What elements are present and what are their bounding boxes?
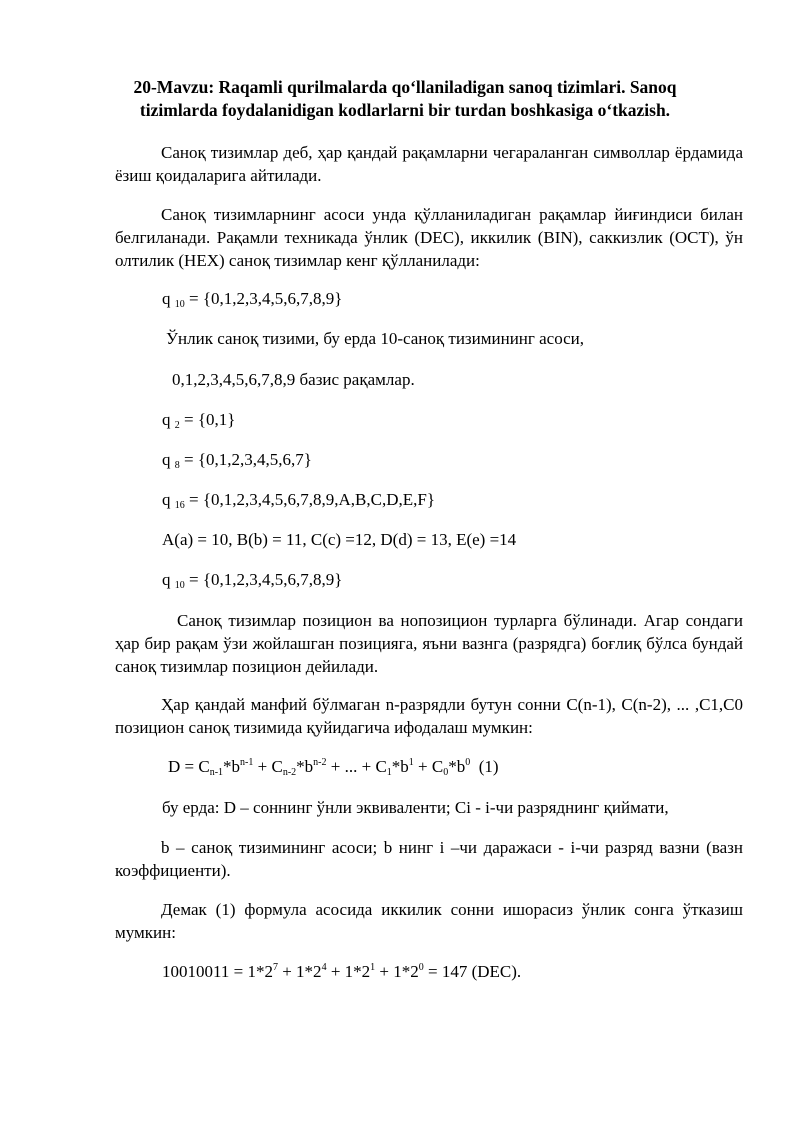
where-line-1: бу ерда: D – соннинг ўнли эквиваленти; Ci - i-чи разряднинг қиймати, — [162, 798, 669, 817]
paragraph-base: Саноқ тизимларнинг асоси унда қўлланиладиган рақамлар йиғиндиси билан белгиланади. Рақамли техникада ўнлик (DEC), иккилик (BIN), саккизлик (OCT), ўн олтилик (HEX) саноқ тизимлар кенг қўлланилади: — [115, 205, 743, 270]
set-q10-repeat: q $_{10}$ = {0,1,2,3,4,5,6,7,8,9} — [162, 570, 343, 591]
paragraph-representation: Ҳар қандай манфий бўлмаган n-разрядли бутун сонни C(n-1), C(n-2), ... ,C1,C0 позицион саноқ тизимида қуйидагича ифодалаш мумкин: — [115, 695, 743, 737]
decimal-description: Ўнлик саноқ тизими, бу ерда 10-саноқ тизимининг асоси, — [166, 329, 585, 348]
set-q10: q $_{10}$ = {0,1,2,3,4,5,6,7,8,9} — [162, 289, 343, 310]
decimal-digits: 0,1,2,3,4,5,6,7,8,9 базис рақамлар. — [172, 370, 415, 389]
paragraph-positional: Саноқ тизимлар позицион ва нопозицион турларга бўлинади. Агар сондаги ҳар бир рақам ўзи жойлашган позицияга, яъни вазнга (разрядга) боғлиқ бўлса бундай саноқ тизимлар позицион дейилади. — [115, 611, 743, 676]
paragraph-conversion: Демак (1) формула асосида иккилик сонни ишорасиз ўнлик сонга ўтказиш мумкин: — [115, 900, 743, 942]
set-q16: q $_{16}$ = {0,1,2,3,4,5,6,7,8,9,A,B,C,D,E,F} — [162, 490, 435, 511]
hex-values: A(a) = 10, B(b) = 11, C(c) =12, D(d) = 13, E(e) =14 — [162, 530, 517, 549]
set-q8: q $_8$ = {0,1,2,3,4,5,6,7} — [162, 450, 312, 471]
set-q2: q $_2$ = {0,1} — [162, 410, 236, 431]
formula-1: $D = C_{n-1}*b^{n-1} + C_{n-2}*b^{n-2}$ + ... + $C_1*b^1 + C_0*b^0$ (1) — [168, 757, 499, 778]
paragraph-definition: Саноқ тизимлар деб, ҳар қандай рақамларни чегараланган символлар ёрдамида ёзиш қоидаларига айтилади. — [115, 143, 743, 185]
document-title: 20-Mavzu: Raqamli qurilmalarda qo‘llaniladigan sanoq tizimlari. Sanoq tizimlarda foydalanidigan kodlarlarni bir turdan boshkasiga o‘tkazish. — [133, 77, 677, 120]
where-line-2: b – саноқ тизимининг асоси; b нинг i –чи даражаси - i-чи разряд вазни (вазн коэффициенти). — [115, 838, 743, 880]
binary-example: $10010011 = 1*2^7 + 1*2^4 + 1*2^1 + 1*2^0 = 147$ (DEC). — [162, 962, 522, 981]
